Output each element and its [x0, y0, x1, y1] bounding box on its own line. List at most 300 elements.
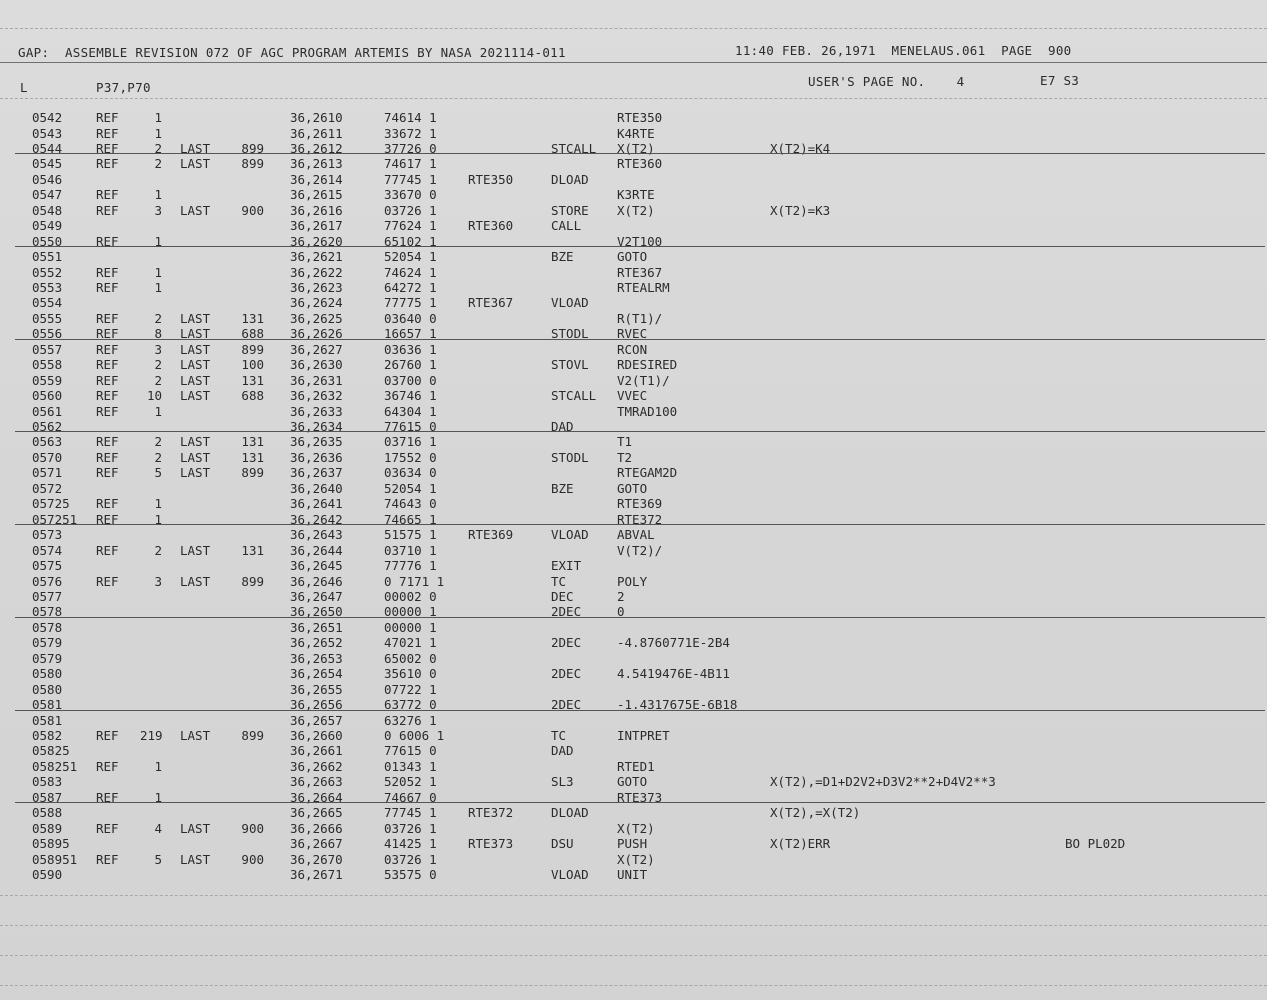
octal-word: 52054 1 — [384, 480, 437, 496]
memory-address: 36,2670 — [290, 851, 343, 867]
memory-address: 36,2654 — [290, 666, 343, 682]
operand: RTEALRM — [617, 279, 670, 295]
memory-address: 36,2661 — [290, 743, 343, 759]
ref-keyword: REF — [96, 341, 119, 357]
opcode: VLOAD — [551, 295, 589, 311]
ref-count: 1 — [154, 125, 162, 141]
sequence-number: 0562 — [32, 419, 63, 434]
comment: X(T2),=X(T2) — [770, 805, 861, 821]
memory-address: 36,2634 — [290, 419, 343, 434]
operand: -4.8760771E-2B4 — [617, 635, 730, 651]
opcode: DLOAD — [551, 171, 589, 187]
listing-row — [0, 759, 1267, 774]
sequence-number: 0545 — [32, 156, 63, 172]
ref-keyword: REF — [96, 542, 119, 558]
sequence-number: 0549 — [32, 218, 63, 234]
memory-address: 36,2626 — [290, 326, 343, 342]
sequence-number: 0579 — [32, 650, 63, 666]
ref-keyword: REF — [96, 140, 119, 156]
row-divider — [15, 431, 1265, 432]
listing-row — [0, 249, 1267, 264]
sequence-number: 0551 — [32, 249, 63, 264]
listing-row — [0, 126, 1267, 141]
ref-count: 5 — [154, 465, 162, 481]
ref-keyword: REF — [96, 789, 119, 805]
paper-rule — [0, 985, 1267, 986]
operand: TMRAD100 — [617, 403, 678, 419]
operand: POLY — [617, 573, 648, 589]
listing-row — [0, 280, 1267, 295]
subheader-section: P37,P70 — [96, 80, 151, 95]
listing-row — [0, 465, 1267, 480]
octal-word: 74643 0 — [384, 496, 437, 512]
sequence-number: 0576 — [32, 573, 63, 589]
sequence-number: 0558 — [32, 357, 63, 373]
octal-word: 03634 0 — [384, 465, 437, 481]
last-page: 131 — [241, 310, 264, 326]
last-keyword: LAST — [180, 156, 211, 172]
sequence-number: 0572 — [32, 480, 63, 496]
paper-rule — [0, 925, 1267, 926]
ref-count: 1 — [154, 187, 162, 203]
opcode: DSU — [551, 836, 574, 852]
ref-keyword: REF — [96, 851, 119, 867]
memory-address: 36,2622 — [290, 264, 343, 280]
sequence-number: 0548 — [32, 202, 63, 218]
octal-word: 03636 1 — [384, 341, 437, 357]
sequence-number: 0570 — [32, 449, 63, 465]
ref-count: 5 — [154, 851, 162, 867]
listing-row — [0, 821, 1267, 836]
operand: VVEC — [617, 388, 648, 404]
opcode: VLOAD — [551, 527, 589, 543]
ref-keyword: REF — [96, 110, 119, 125]
last-page: 688 — [241, 326, 264, 342]
operand: 2 — [617, 589, 625, 604]
last-page: 100 — [241, 357, 264, 373]
ref-count: 1 — [154, 110, 162, 125]
sequence-number: 0579 — [32, 635, 63, 651]
ref-keyword: REF — [96, 496, 119, 512]
comment: X(T2),=D1+D2V2+D3V2**2+D4V2**3 — [770, 774, 996, 790]
listing-row — [0, 774, 1267, 789]
memory-address: 36,2643 — [290, 527, 343, 543]
octal-word: 36746 1 — [384, 388, 437, 404]
ref-keyword: REF — [96, 449, 119, 465]
octal-word: 35610 0 — [384, 666, 437, 682]
last-page: 899 — [241, 156, 264, 172]
memory-address: 36,2616 — [290, 202, 343, 218]
last-page: 688 — [241, 388, 264, 404]
memory-address: 36,2657 — [290, 712, 343, 728]
listing-row — [0, 434, 1267, 449]
memory-address: 36,2646 — [290, 573, 343, 589]
ref-count: 1 — [154, 279, 162, 295]
ref-count: 10 — [146, 388, 162, 404]
ref-count: 2 — [154, 372, 162, 388]
opcode: STODL — [551, 326, 589, 342]
ref-count: 3 — [154, 202, 162, 218]
paper-rule — [0, 895, 1267, 896]
listing-row — [0, 404, 1267, 419]
opcode: 2DEC — [551, 697, 582, 713]
symbol-label: RTE360 — [468, 218, 514, 234]
row-divider — [15, 802, 1265, 803]
octal-word: 00000 1 — [384, 619, 437, 635]
listing-row — [0, 496, 1267, 511]
operand: RTE372 — [617, 511, 663, 527]
row-divider — [15, 153, 1265, 154]
octal-word: 03640 0 — [384, 310, 437, 326]
ref-count: 3 — [154, 573, 162, 589]
memory-address: 36,2621 — [290, 249, 343, 264]
memory-address: 36,2632 — [290, 388, 343, 404]
ref-keyword: REF — [96, 465, 119, 481]
listing-row — [0, 218, 1267, 233]
header-right: 11:40 FEB. 26,1971 MENELAUS.061 PAGE 900 — [735, 43, 1072, 58]
listing-row — [0, 852, 1267, 867]
operand: RDESIRED — [617, 357, 678, 373]
ref-count: 3 — [154, 341, 162, 357]
memory-address: 36,2651 — [290, 619, 343, 635]
sequence-number: 0574 — [32, 542, 63, 558]
ref-count: 1 — [154, 233, 162, 249]
octal-word: 77745 1 — [384, 171, 437, 187]
ref-keyword: REF — [96, 820, 119, 836]
listing-row — [0, 203, 1267, 218]
operand: RCON — [617, 341, 648, 357]
sequence-number: 058951 — [32, 851, 78, 867]
memory-address: 36,2664 — [290, 789, 343, 805]
memory-address: 36,2662 — [290, 758, 343, 774]
octal-word: 77615 0 — [384, 419, 437, 434]
memory-address: 36,2644 — [290, 542, 343, 558]
operand: GOTO — [617, 249, 648, 264]
last-keyword: LAST — [180, 820, 211, 836]
operand: RTE367 — [617, 264, 663, 280]
operand: UNIT — [617, 867, 648, 882]
sequence-number: 0547 — [32, 187, 63, 203]
ref-keyword: REF — [96, 310, 119, 326]
opcode: 2DEC — [551, 604, 582, 620]
ref-count: 2 — [154, 140, 162, 156]
last-page: 900 — [241, 851, 264, 867]
sequence-number: 0554 — [32, 295, 63, 311]
sequence-number: 0543 — [32, 125, 63, 141]
ref-keyword: REF — [96, 388, 119, 404]
listing-row — [0, 743, 1267, 758]
opcode: DAD — [551, 743, 574, 759]
row-divider — [15, 710, 1265, 711]
operand: RTE360 — [617, 156, 663, 172]
opcode: 2DEC — [551, 635, 582, 651]
header-rule — [0, 62, 1267, 63]
memory-address: 36,2624 — [290, 295, 343, 311]
octal-word: 41425 1 — [384, 836, 437, 852]
sequence-number: 0555 — [32, 310, 63, 326]
sequence-number: 0587 — [32, 789, 63, 805]
operand: V2T100 — [617, 233, 663, 249]
ref-keyword: REF — [96, 758, 119, 774]
sequence-number: 0546 — [32, 171, 63, 187]
opcode: VLOAD — [551, 867, 589, 882]
last-keyword: LAST — [180, 851, 211, 867]
ref-keyword: REF — [96, 202, 119, 218]
subheader-code: E7 S3 — [1040, 73, 1080, 88]
last-keyword: LAST — [180, 573, 211, 589]
sequence-number: 0582 — [32, 728, 63, 743]
last-keyword: LAST — [180, 542, 211, 558]
ref-count: 4 — [154, 820, 162, 836]
ref-count: 1 — [154, 789, 162, 805]
operand: PUSH — [617, 836, 648, 852]
opcode: TC — [551, 573, 567, 589]
last-keyword: LAST — [180, 140, 211, 156]
sequence-number: 0589 — [32, 820, 63, 836]
ref-count: 2 — [154, 449, 162, 465]
opcode: EXIT — [551, 558, 582, 573]
listing-row — [0, 172, 1267, 187]
operand: RTE350 — [617, 110, 663, 125]
octal-word: 03726 1 — [384, 820, 437, 836]
opcode: STCALL — [551, 140, 597, 156]
last-keyword: LAST — [180, 310, 211, 326]
last-page: 899 — [241, 728, 264, 743]
memory-address: 36,2611 — [290, 125, 343, 141]
listing-row — [0, 713, 1267, 728]
listing-row — [0, 342, 1267, 357]
opcode: STODL — [551, 449, 589, 465]
octal-word: 16657 1 — [384, 326, 437, 342]
operand: 0 — [617, 604, 625, 620]
listing-row — [0, 156, 1267, 171]
listing-row — [0, 635, 1267, 650]
last-keyword: LAST — [180, 465, 211, 481]
octal-word: 00002 0 — [384, 589, 437, 604]
sequence-number: 0581 — [32, 697, 63, 713]
ref-keyword: REF — [96, 233, 119, 249]
ref-keyword: REF — [96, 326, 119, 342]
symbol-label: RTE350 — [468, 171, 514, 187]
listing-row — [0, 682, 1267, 697]
opcode: 2DEC — [551, 666, 582, 682]
octal-word: 52054 1 — [384, 249, 437, 264]
memory-address: 36,2666 — [290, 820, 343, 836]
octal-word: 0 7171 1 — [384, 573, 445, 589]
paper-rule — [0, 28, 1267, 29]
octal-word: 77624 1 — [384, 218, 437, 234]
listing-row — [0, 110, 1267, 125]
sequence-number: 0550 — [32, 233, 63, 249]
octal-word: 74624 1 — [384, 264, 437, 280]
octal-word: 77615 0 — [384, 743, 437, 759]
sequence-number: 05725 — [32, 496, 70, 512]
operand: V2(T1)/ — [617, 372, 670, 388]
paper-rule — [0, 955, 1267, 956]
memory-address: 36,2642 — [290, 511, 343, 527]
operand: T2 — [617, 449, 633, 465]
opcode: BZE — [551, 480, 574, 496]
sequence-number: 0560 — [32, 388, 63, 404]
octal-word: 01343 1 — [384, 758, 437, 774]
operand: T1 — [617, 434, 633, 450]
octal-word: 33672 1 — [384, 125, 437, 141]
listing-row — [0, 295, 1267, 310]
last-page: 899 — [241, 573, 264, 589]
octal-word: 03710 1 — [384, 542, 437, 558]
sequence-number: 0578 — [32, 619, 63, 635]
listing-row — [0, 728, 1267, 743]
sequence-number: 0575 — [32, 558, 63, 573]
sequence-number: 0580 — [32, 666, 63, 682]
ref-keyword: REF — [96, 264, 119, 280]
memory-address: 36,2633 — [290, 403, 343, 419]
listing-row — [0, 357, 1267, 372]
memory-address: 36,2671 — [290, 867, 343, 882]
ref-count: 2 — [154, 542, 162, 558]
operand: V(T2)/ — [617, 542, 663, 558]
octal-word: 0 6006 1 — [384, 728, 445, 743]
sequence-number: 0578 — [32, 604, 63, 620]
listing-row — [0, 481, 1267, 496]
ref-count: 1 — [154, 496, 162, 512]
operand: R(T1)/ — [617, 310, 663, 326]
last-page: 131 — [241, 372, 264, 388]
ref-count: 2 — [154, 156, 162, 172]
memory-address: 36,2627 — [290, 341, 343, 357]
last-keyword: LAST — [180, 372, 211, 388]
memory-address: 36,2625 — [290, 310, 343, 326]
last-keyword: LAST — [180, 357, 211, 373]
last-page: 899 — [241, 140, 264, 156]
octal-word: 74617 1 — [384, 156, 437, 172]
sequence-number: 0573 — [32, 527, 63, 543]
octal-word: 03726 1 — [384, 202, 437, 218]
memory-address: 36,2610 — [290, 110, 343, 125]
sequence-number: 0583 — [32, 774, 63, 790]
ref-count: 1 — [154, 264, 162, 280]
last-keyword: LAST — [180, 388, 211, 404]
listing-row — [0, 187, 1267, 202]
memory-address: 36,2652 — [290, 635, 343, 651]
octal-word: 77775 1 — [384, 295, 437, 311]
listing-row — [0, 450, 1267, 465]
memory-address: 36,2663 — [290, 774, 343, 790]
octal-word: 63276 1 — [384, 712, 437, 728]
octal-word: 47021 1 — [384, 635, 437, 651]
last-keyword: LAST — [180, 202, 211, 218]
sequence-number: 0542 — [32, 110, 63, 125]
sequence-number: 05825 — [32, 743, 70, 759]
opcode: TC — [551, 728, 567, 743]
sequence-number: 0563 — [32, 434, 63, 450]
symbol-label: RTE372 — [468, 805, 514, 821]
opcode: STOVL — [551, 357, 589, 373]
octal-word: 77745 1 — [384, 805, 437, 821]
memory-address: 36,2613 — [290, 156, 343, 172]
comment: X(T2)=K4 — [770, 140, 831, 156]
octal-word: 64272 1 — [384, 279, 437, 295]
sequence-number: 0571 — [32, 465, 63, 481]
octal-word: 03726 1 — [384, 851, 437, 867]
row-divider — [15, 339, 1265, 340]
memory-address: 36,2660 — [290, 728, 343, 743]
octal-word: 07722 1 — [384, 681, 437, 697]
comment: X(T2)ERR — [770, 836, 831, 852]
memory-address: 36,2650 — [290, 604, 343, 620]
sequence-number: 058251 — [32, 758, 78, 774]
memory-address: 36,2620 — [290, 233, 343, 249]
octal-word: 37726 0 — [384, 140, 437, 156]
opcode: DAD — [551, 419, 574, 434]
symbol-label: RTE367 — [468, 295, 514, 311]
opcode: DLOAD — [551, 805, 589, 821]
octal-word: 65002 0 — [384, 650, 437, 666]
operand: X(T2) — [617, 820, 655, 836]
ref-count: 2 — [154, 310, 162, 326]
last-keyword: LAST — [180, 341, 211, 357]
listing-row — [0, 311, 1267, 326]
operand: 4.5419476E-4B11 — [617, 666, 730, 682]
operand: GOTO — [617, 480, 648, 496]
memory-address: 36,2614 — [290, 171, 343, 187]
ref-keyword: REF — [96, 403, 119, 419]
listing-row — [0, 265, 1267, 280]
octal-word: 53575 0 — [384, 867, 437, 882]
operand: X(T2) — [617, 140, 655, 156]
symbol-label: RTE369 — [468, 527, 514, 543]
memory-address: 36,2667 — [290, 836, 343, 852]
operand: GOTO — [617, 774, 648, 790]
sequence-number: 0588 — [32, 805, 63, 821]
memory-address: 36,2615 — [290, 187, 343, 203]
sequence-number: 0561 — [32, 403, 63, 419]
ref-count: 1 — [154, 403, 162, 419]
operand: RTE369 — [617, 496, 663, 512]
last-page: 899 — [241, 465, 264, 481]
ref-keyword: REF — [96, 187, 119, 203]
ref-keyword: REF — [96, 279, 119, 295]
listing-row — [0, 574, 1267, 589]
row-divider — [15, 617, 1265, 618]
opcode: DEC — [551, 589, 574, 604]
ref-count: 8 — [154, 326, 162, 342]
ref-count: 219 — [140, 728, 163, 743]
memory-address: 36,2635 — [290, 434, 343, 450]
sequence-number: 0559 — [32, 372, 63, 388]
ref-count: 2 — [154, 434, 162, 450]
listing-row — [0, 589, 1267, 604]
listing-row — [0, 867, 1267, 882]
memory-address: 36,2623 — [290, 279, 343, 295]
memory-address: 36,2636 — [290, 449, 343, 465]
ref-keyword: REF — [96, 511, 119, 527]
operand: ABVAL — [617, 527, 655, 543]
memory-address: 36,2655 — [290, 681, 343, 697]
octal-word: 51575 1 — [384, 527, 437, 543]
ref-keyword: REF — [96, 357, 119, 373]
last-page: 131 — [241, 542, 264, 558]
comment: X(T2)=K3 — [770, 202, 831, 218]
sequence-number: 0581 — [32, 712, 63, 728]
last-keyword: LAST — [180, 728, 211, 743]
listing-row — [0, 666, 1267, 681]
memory-address: 36,2653 — [290, 650, 343, 666]
octal-word: 17552 0 — [384, 449, 437, 465]
opcode: STORE — [551, 202, 589, 218]
last-page: 131 — [241, 449, 264, 465]
last-page: 899 — [241, 341, 264, 357]
